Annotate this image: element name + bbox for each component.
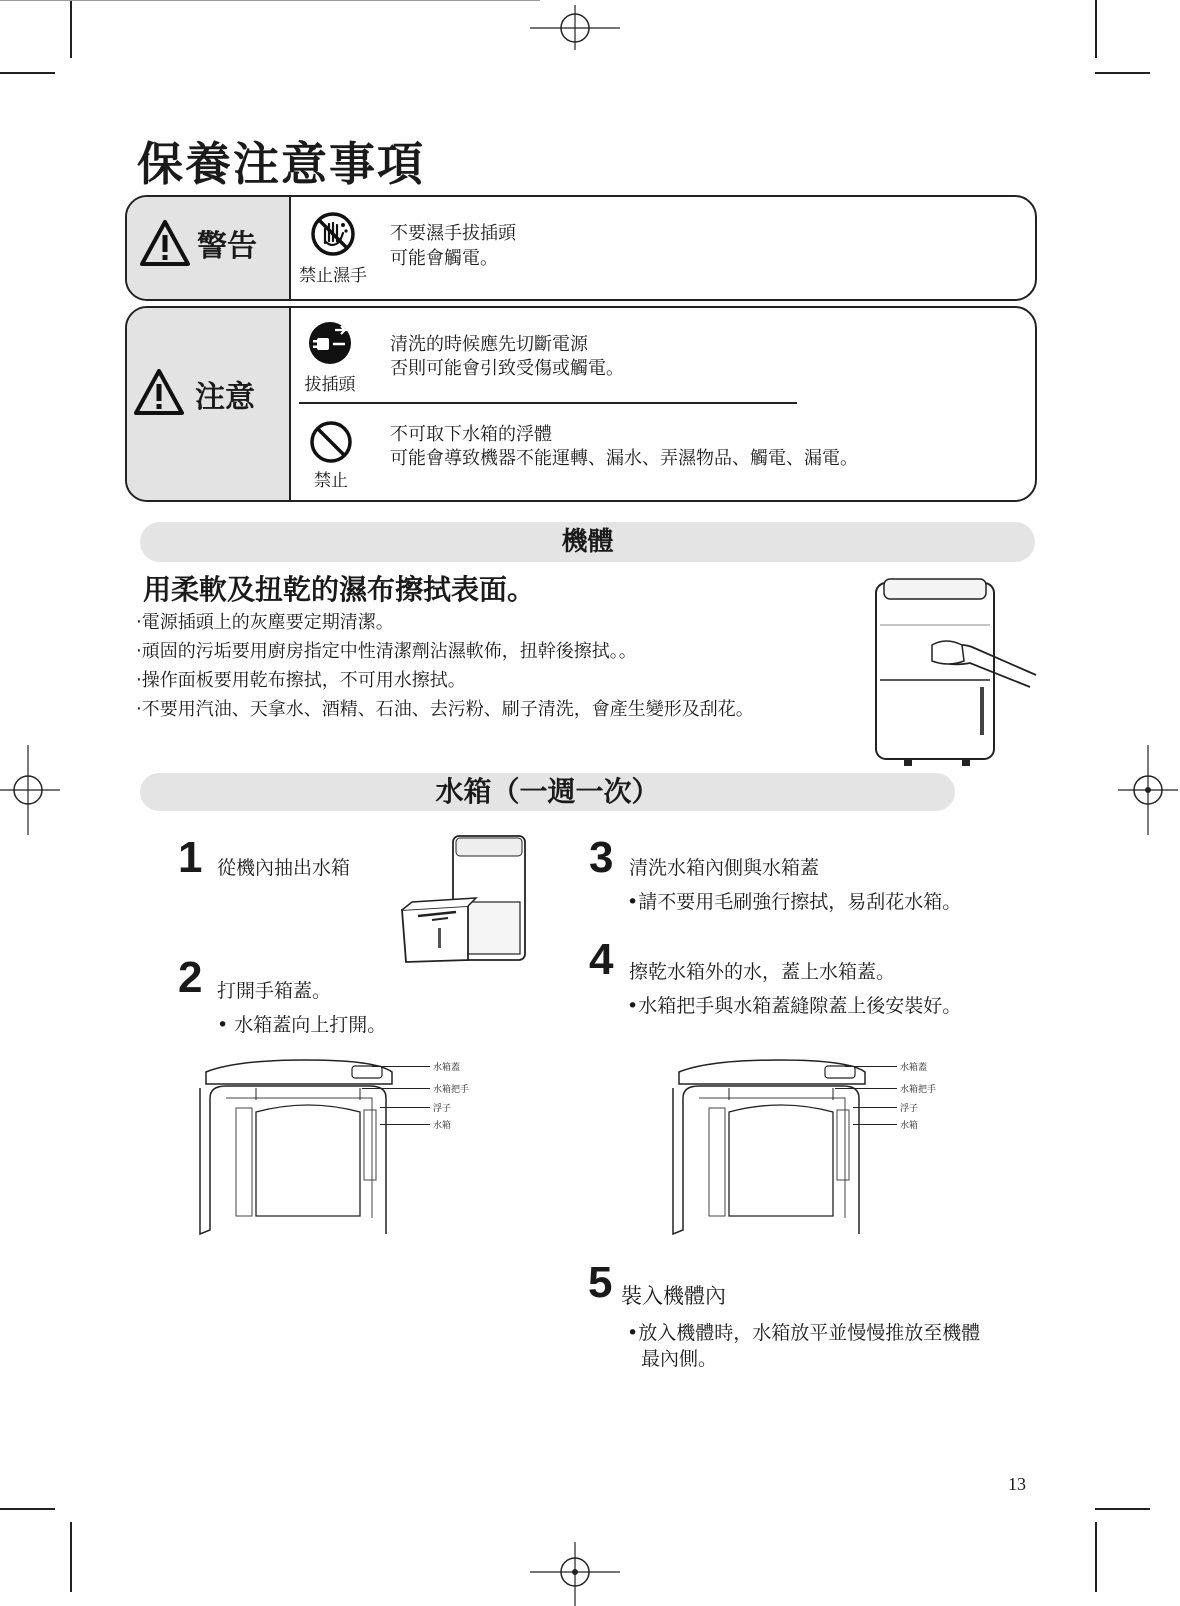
tank-removal-illustration (398, 832, 538, 967)
crop-mark (0, 0, 540, 1)
registration-mark-left (0, 745, 60, 835)
diagram-right-leader-3 (853, 1107, 897, 1108)
step-4-text: 擦乾水箱外的水，蓋上水箱蓋。 (629, 961, 896, 983)
step-4-number: 4 (589, 935, 614, 984)
caution-divider (299, 402, 797, 404)
registration-mark-right (1118, 745, 1178, 835)
body-bullet-2: ‧頑固的污垢要用廚房指定中性清潔劑沾濕軟佈，扭幹後擦拭。。 (136, 641, 637, 662)
unplug-caption: 拔插頭 (304, 375, 356, 395)
registration-mark-top (530, 0, 620, 50)
diagram-left-label-lid: 水箱蓋 (433, 1063, 461, 1073)
step-4-sub: •水箱把手與水箱蓋縫隙蓋上後安裝好。 (627, 995, 962, 1017)
crop-mark (1095, 0, 1097, 58)
section-bar-tank: 水箱（一週一次） (140, 773, 955, 811)
warning-line-1: 不要濕手拔插頭 (390, 223, 516, 244)
step-3-text: 清洗水箱內側與水箱蓋 (629, 857, 820, 879)
page-number: 13 (1008, 1474, 1026, 1494)
warning-line-2: 可能會觸電。 (390, 248, 498, 269)
caution-triangle-icon (133, 368, 185, 416)
warning-box (125, 195, 1037, 301)
crop-mark (0, 72, 55, 74)
tank-diagram-left (196, 1058, 416, 1238)
caution-item-1-line-1: 清洗的時候應先切斷電源 (390, 334, 588, 355)
step-2-number: 2 (178, 953, 203, 1002)
diagram-right-leader-2 (835, 1088, 897, 1089)
step-1-number: 1 (178, 833, 203, 882)
body-bullet-3: ‧操作面板要用乾布擦拭，不可用水擦拭。 (136, 670, 466, 691)
crop-mark (0, 1508, 55, 1510)
crop-mark (1095, 1522, 1097, 1592)
no-wet-hands-caption: 禁止濕手 (299, 266, 367, 286)
caution-item-2-line-1: 不可取下水箱的浮體 (390, 424, 552, 445)
step-2-text: 打開手箱蓋。 (217, 980, 332, 1002)
caution-item-2-line-2: 可能會導致機器不能運轉、漏水、弄濕物品、觸電、漏電。 (390, 448, 858, 469)
tank-diagram-right (669, 1058, 889, 1238)
body-bullet-1: ‧電源插頭上的灰塵要定期清潔。 (136, 612, 394, 633)
crop-mark (70, 1522, 72, 1592)
diagram-left-leader-2 (362, 1088, 430, 1089)
diagram-right-leader-4 (853, 1124, 897, 1125)
warning-triangle-icon (139, 219, 191, 267)
dehumidifier-wipe-illustration (870, 575, 1040, 770)
caution-label: 注意 (195, 380, 255, 415)
step-5-sub-2: 最內側。 (641, 1348, 718, 1370)
caution-box (125, 306, 1037, 502)
diagram-right-label-lid: 水箱蓋 (900, 1063, 928, 1073)
step-2-sub: • 水箱蓋向上打開。 (217, 1014, 387, 1036)
diagram-right-leader-1 (845, 1066, 897, 1067)
step-1-text: 從機內抽出水箱 (217, 857, 351, 879)
diagram-right-label-handle: 水箱把手 (900, 1085, 937, 1095)
diagram-left-label-float: 浮子 (433, 1104, 452, 1114)
page-title: 保養注意事項 (137, 137, 425, 191)
warning-label: 警告 (197, 229, 257, 264)
crop-mark (70, 0, 72, 58)
crop-mark (1095, 72, 1150, 74)
section-bar-body: 機體 (140, 522, 1035, 562)
prohibited-caption: 禁止 (314, 471, 348, 491)
unplug-icon (307, 320, 353, 366)
step-5-sub: •放入機體時，水箱放平並慢慢推放至機體 (627, 1322, 981, 1344)
diagram-right-label-tank: 水箱 (900, 1121, 919, 1131)
diagram-left-leader-3 (380, 1107, 430, 1108)
diagram-left-label-handle: 水箱把手 (433, 1085, 470, 1095)
prohibited-icon (309, 420, 353, 464)
diagram-left-label-tank: 水箱 (433, 1121, 452, 1131)
no-wet-hands-icon (310, 211, 356, 257)
body-bullet-4: ‧不要用汽油、天拿水、酒精、石油、去污粉、刷子清洗，會產生變形及刮花。 (136, 699, 754, 720)
caution-item-1-line-2: 否則可能會引致受傷或觸電。 (390, 358, 624, 379)
step-3-number: 3 (589, 833, 614, 882)
diagram-left-leader-4 (380, 1124, 430, 1125)
step-5-number: 5 (588, 1258, 613, 1307)
diagram-left-leader-1 (372, 1066, 430, 1067)
step-3-sub: •請不要用毛刷強行擦拭，易刮花水箱。 (627, 891, 962, 913)
registration-mark-bottom (530, 1542, 620, 1606)
crop-mark (1095, 1508, 1150, 1510)
step-5-text: 裝入機體內 (621, 1284, 726, 1308)
diagram-right-label-float: 浮子 (900, 1104, 919, 1114)
body-subheading: 用柔軟及扭乾的濕布擦拭表面。 (143, 573, 536, 606)
